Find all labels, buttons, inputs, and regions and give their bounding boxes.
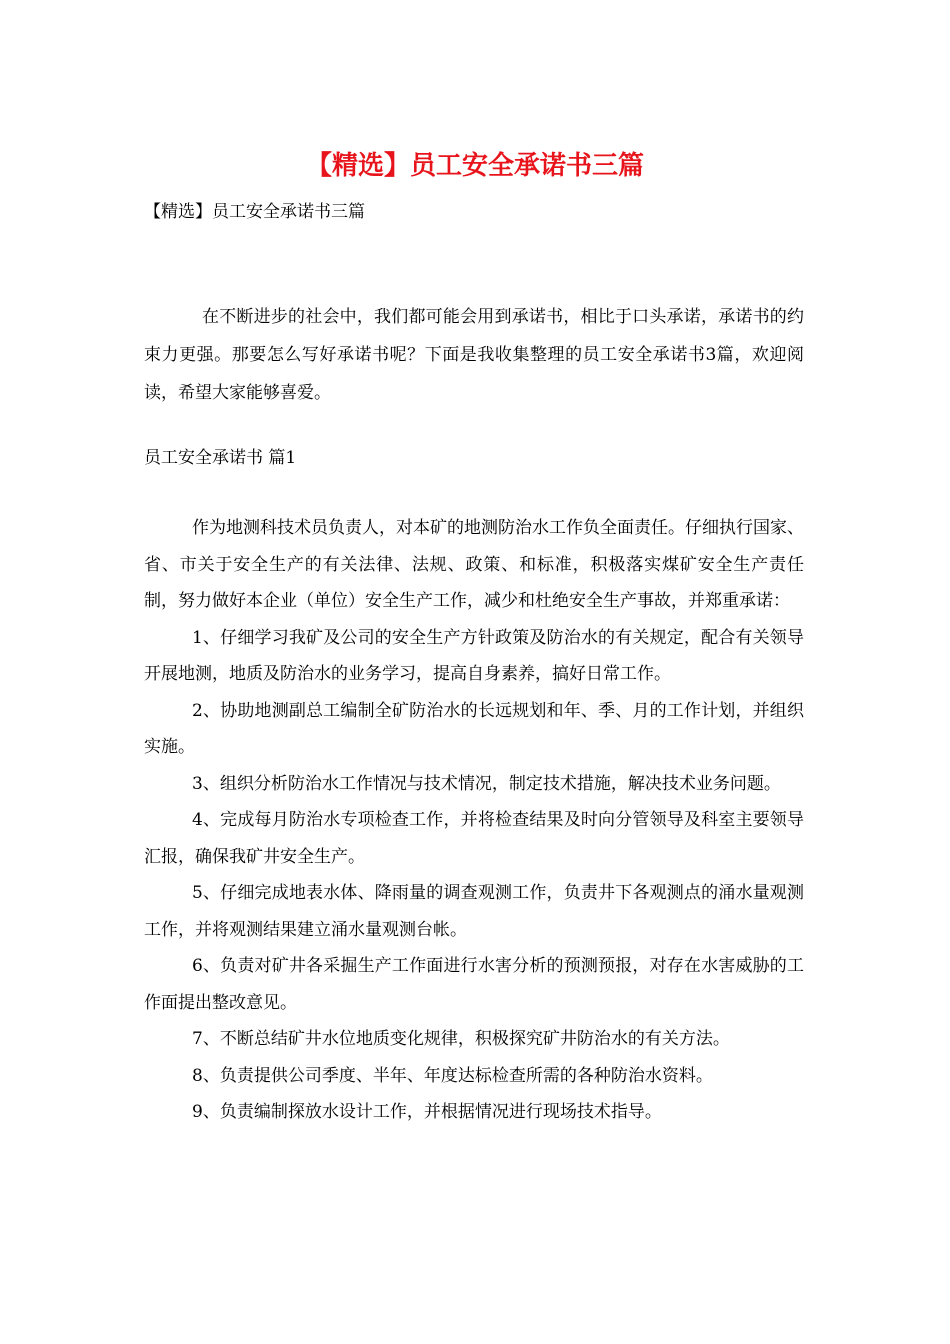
paragraph-item-3: 3、组织分析防治水工作情况与技术情况，制定技术措施，解决技术业务问题。 bbox=[192, 773, 781, 794]
paragraph-preamble: 作为地测科技术员负责人，对本矿的地测防治水工作负全面责任。仔细执行国家、省、市关于安全生产的有关法律、法规、政策、和标准，积极落实煤矿安全生产责任制，努力做好本企业（单位）安全生产工作，减少和杜绝安全生产事故，并郑重承诺： bbox=[144, 518, 804, 611]
document-title: 【精选】员工安全承诺书三篇 bbox=[305, 151, 644, 181]
section-heading: 员工安全承诺书 篇1 bbox=[144, 448, 297, 468]
body-text bbox=[144, 510, 804, 1131]
paragraph-item-6: 6、负责对矿井各采掘生产工作面进行水害分析的预测预报，对存在水害威胁的工作面提出整改意见。 bbox=[144, 956, 804, 1013]
paragraph-item-9: 9、负责编制探放水设计工作，并根据情况进行现场技术指导。 bbox=[192, 1102, 662, 1122]
paragraph-item-1: 1、仔细学习我矿及公司的安全生产方针政策及防治水的有关规定，配合有关领导开展地测，地质及防治水的业务学习，提高自身素养，搞好日常工作。 bbox=[144, 627, 804, 684]
paragraph-item-4: 4、完成每月防治水专项检查工作，并将检查结果及时向分管领导及科室主要领导汇报，确保我矿井安全生产。 bbox=[144, 810, 804, 867]
paragraph-item-2: 2、协助地测副总工编制全矿防治水的长远规划和年、季、月的工作计划，并组织实施。 bbox=[144, 700, 804, 757]
paragraph-item-5: 5、仔细完成地表水体、降雨量的调查观测工作，负责井下各观测点的涌水量观测工作，并将观测结果建立涌水量观测台帐。 bbox=[144, 883, 804, 940]
paragraph-item-7: 7、不断总结矿井水位地质变化规律，积极探究矿井防治水的有关方法。 bbox=[192, 1029, 730, 1049]
document-subtitle: 【精选】员工安全承诺书三篇 bbox=[144, 202, 365, 222]
intro-paragraph: 在不断进步的社会中，我们都可能会用到承诺书，相比于口头承诺，承诺书的约束力更强。那要怎么写好承诺书呢？下面是我收集整理的员工安全承诺书3篇，欢迎阅读，希望大家能够喜爱。 bbox=[144, 307, 804, 403]
paragraph-item-8: 8、负责提供公司季度、半年、年度达标检查所需的各种防治水资料。 bbox=[192, 1065, 713, 1086]
